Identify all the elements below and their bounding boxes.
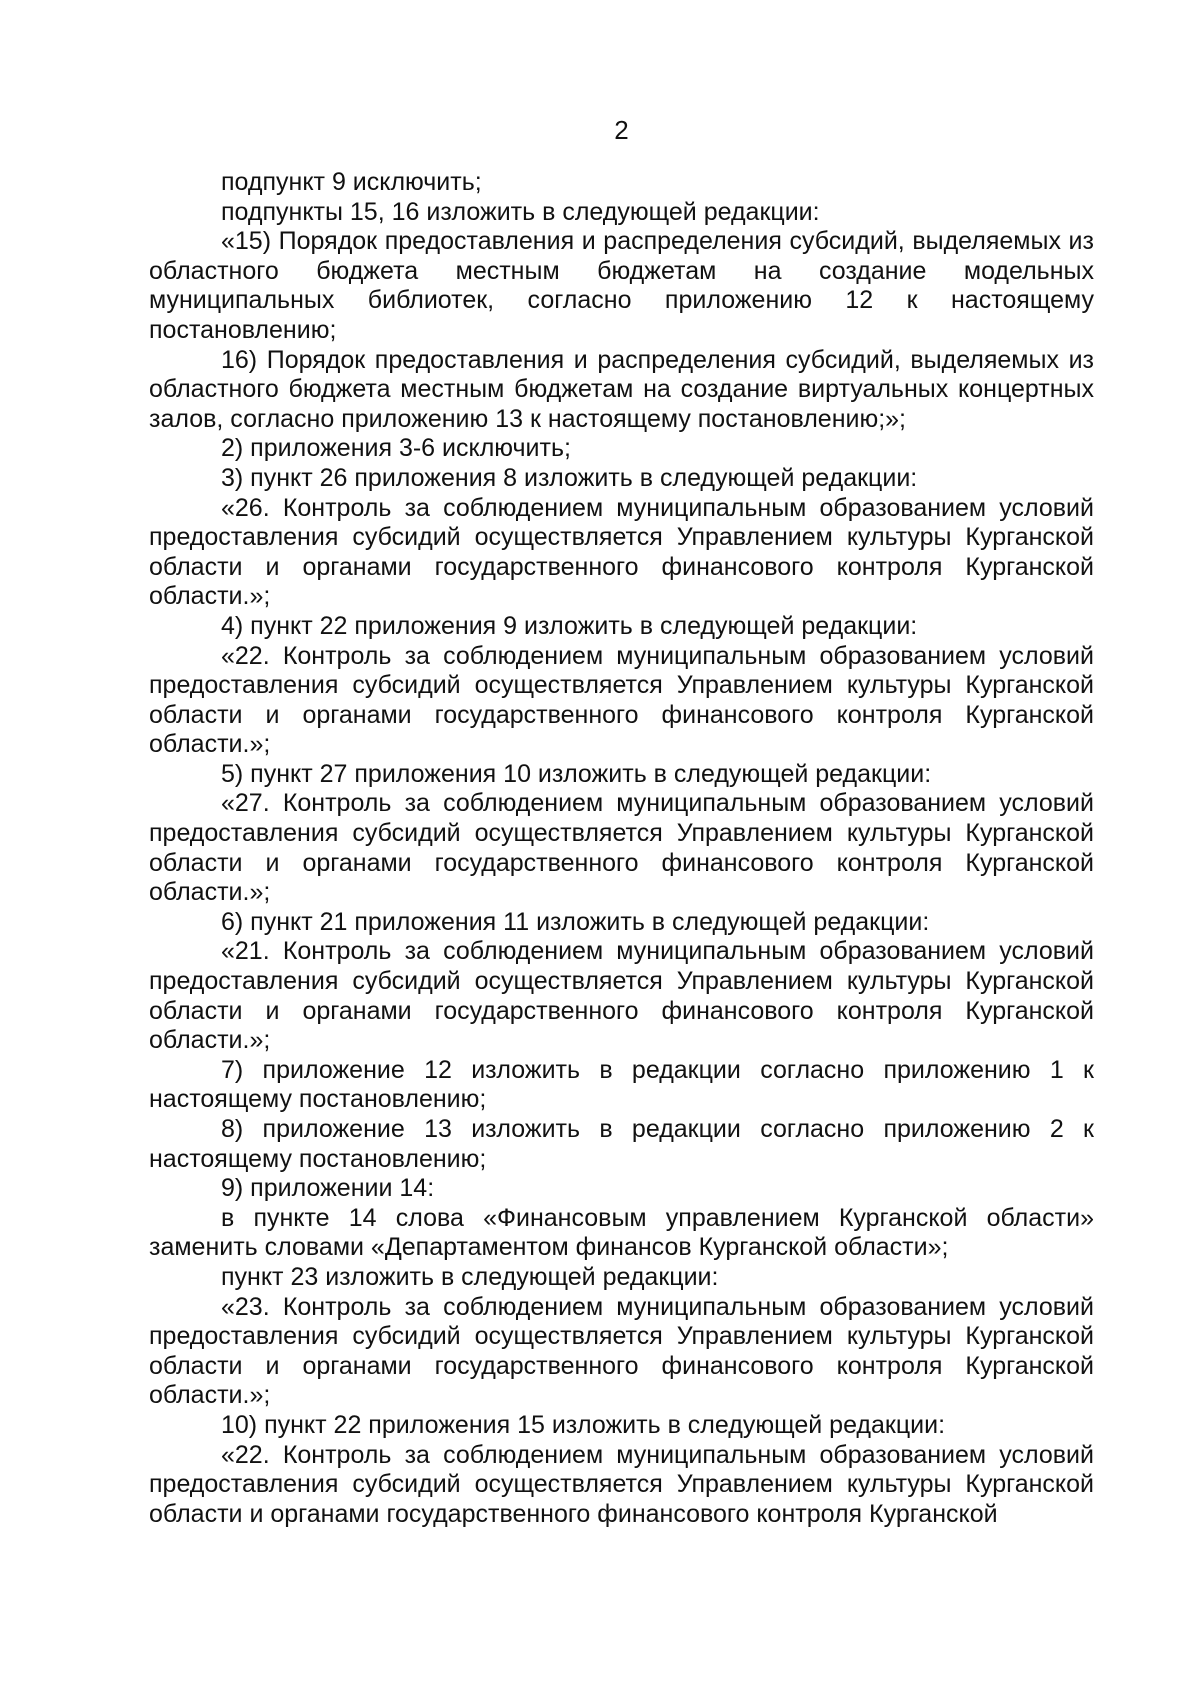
paragraph: «22. Контроль за соблюдением муниципальным образованием условий предоставления субсидий осуществляется Управлением культуры Курганской области и органами государственного финансового контроля Курганской области.»; xyxy=(149,641,1094,759)
paragraph: 3) пункт 26 приложения 8 изложить в следующей редакции: xyxy=(221,463,918,492)
paragraph: 5) пункт 27 приложения 10 изложить в следующей редакции: xyxy=(221,759,932,788)
paragraph: «26. Контроль за соблюдением муниципальным образованием условий предоставления субсидий осуществляется Управлением культуры Курганской области и органами государственного финансового контроля Курганской области.»; xyxy=(149,493,1094,611)
paragraph: 7) приложение 12 изложить в редакции согласно приложению 1 к настоящему постановлению; xyxy=(149,1055,1094,1114)
page-number: 2 xyxy=(614,115,629,145)
paragraph: 6) пункт 21 приложения 11 изложить в следующей редакции: xyxy=(221,907,930,936)
paragraph: в пункте 14 слова «Финансовым управлением Курганской области» заменить словами «Департаментом финансов Курганской области»; xyxy=(149,1203,1094,1262)
paragraph: 16) Порядок предоставления и распределения субсидий, выделяемых из областного бюджета местным бюджетам на создание виртуальных концертных залов, согласно приложению 13 к настоящему постановлению;»; xyxy=(149,345,1094,433)
paragraph: пункт 23 изложить в следующей редакции: xyxy=(221,1262,719,1291)
paragraph: подпункт 9 исключить; xyxy=(221,168,482,196)
paragraph: «27. Контроль за соблюдением муниципальным образованием условий предоставления субсидий осуществляется Управлением культуры Курганской области и органами государственного финансового контроля Курганской области.»; xyxy=(149,789,1094,907)
paragraph: «21. Контроль за соблюдением муниципальным образованием условий предоставления субсидий осуществляется Управлением культуры Курганской области и органами государственного финансового контроля Курганской области.»; xyxy=(149,937,1094,1055)
paragraph: 4) пункт 22 приложения 9 изложить в следующей редакции: xyxy=(221,611,918,640)
paragraph: «23. Контроль за соблюдением муниципальным образованием условий предоставления субсидий осуществляется Управлением культуры Курганской области и органами государственного финансового контроля Курганской области.»; xyxy=(149,1292,1094,1410)
paragraph: 8) приложение 13 изложить в редакции согласно приложению 2 к настоящему постановлению; xyxy=(149,1115,1094,1173)
paragraph: 10) пункт 22 приложения 15 изложить в следующей редакции: xyxy=(221,1410,946,1439)
paragraph: «22. Контроль за соблюдением муниципальным образованием условий предоставления субсидий осуществляется Управлением культуры Курганской области и органами государственного финансового контроля Курганской xyxy=(149,1440,1094,1528)
document-body xyxy=(149,168,1094,1529)
paragraph: 2) приложения 3-6 исключить; xyxy=(221,434,571,463)
paragraph: 9) приложении 14: xyxy=(221,1174,435,1203)
paragraph: подпункты 15, 16 изложить в следующей редакции: xyxy=(221,197,820,226)
paragraph: «15) Порядок предоставления и распределения субсидий, выделяемых из областного бюджета местным бюджетам на создание модельных муниципальных библиотек, согласно приложению 12 к настоящему постановлению; xyxy=(149,227,1094,344)
